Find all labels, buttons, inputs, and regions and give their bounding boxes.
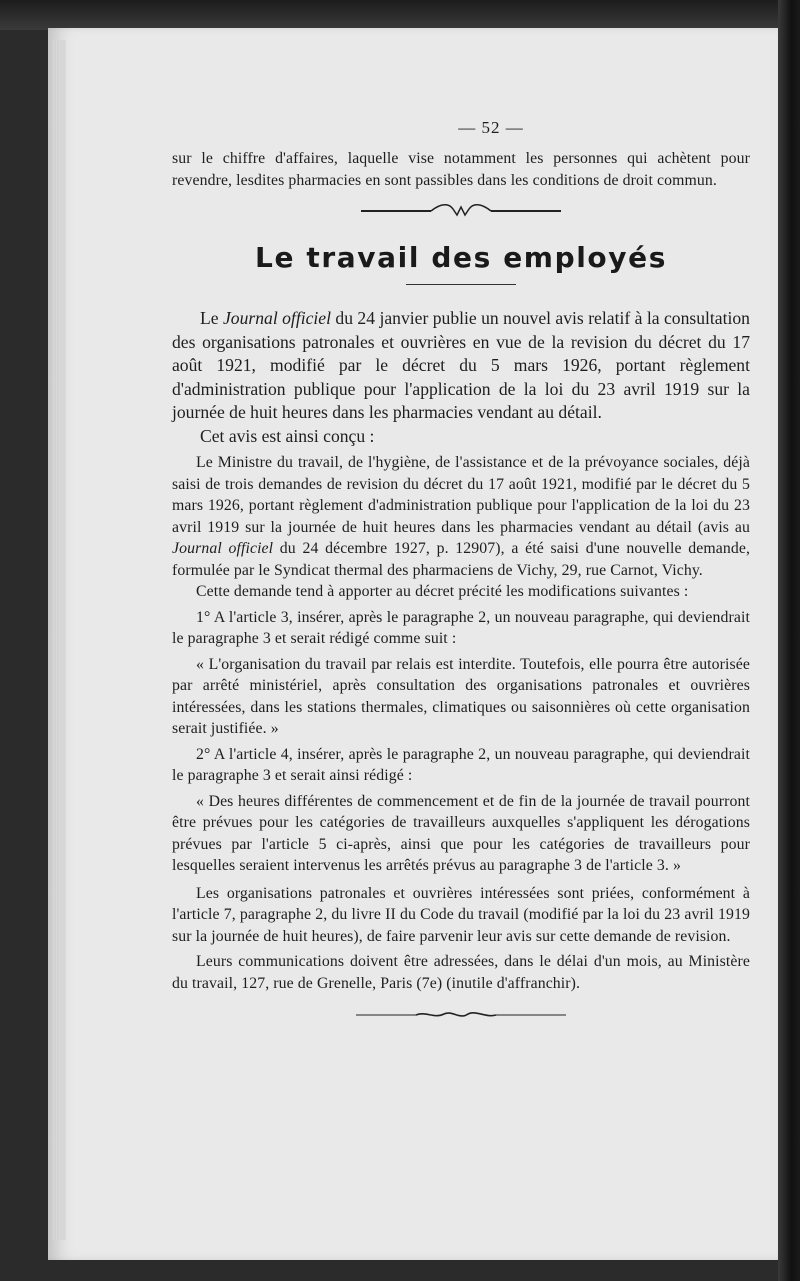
quote-paragraph-3: 1° A l'article 3, insérer, après le paragraphe 2, un nouveau paragraphe, qui deviendrait le paragraphe 3 et serait rédigé comme suit : bbox=[172, 608, 750, 647]
scan-right-edge bbox=[778, 0, 800, 1281]
quote-paragraph-8: Leurs communications doivent être adressées, dans le délai d'un mois, au Ministère du travail, 127, rue de Grenelle, Paris (7e) (inutile d'affranchir). bbox=[172, 953, 750, 992]
quote-paragraph-5: 2° A l'article 4, insérer, après le paragraphe 2, un nouveau paragraphe, qui deviendrait le paragraphe 3 et serait ainsi rédigé : bbox=[172, 745, 750, 784]
page-content bbox=[172, 118, 750, 1022]
quote-paragraph-2: Cette demande tend à apporter au décret précité les modifications suivantes : bbox=[196, 583, 689, 600]
p1-text-after: du 24 janvier publie un nouvel avis relatif à la consultation des organisations patronales et ouvrières en vue de la revision du décret du 17 août 1921, modifié par le décret du 5 mars 1926, portant règlement d'administration publique pour l'application de la loi du 23 avril 1919 sur la journée de huit heures dans les pharmacies vendant au détail. bbox=[172, 308, 750, 422]
article-paragraph-1 bbox=[172, 307, 750, 425]
quote-paragraph-6: « Des heures différentes de commencement et de fin de la journée de travail pourront être prévues pour les catégories de travailleurs auxquelles s'appliquent les dérogations prévues par l'article 5 ci-après, ainsi que pour les catégories de travailleurs pour lesquelles seraient intervenus les arrêtés prévus au paragraphe 3 de l'article 3. » bbox=[172, 792, 750, 874]
article-paragraph-2: Cet avis est ainsi conçu : bbox=[200, 425, 375, 446]
article-title: Le travail des employés bbox=[255, 241, 667, 274]
quote-paragraph-7: Les organisations patronales et ouvrières intéressées sont priées, conformément à l'article 7, paragraphe 2, du livre II du Code du travail (modifié par la loi du 23 avril 1919 sur la journée de huit heures), de faire parvenir leur avis sur cette demande de revision. bbox=[172, 884, 750, 945]
journal-officiel-italic: Journal officiel bbox=[222, 308, 331, 328]
quote-paragraph-1 bbox=[172, 452, 750, 581]
title-underline bbox=[406, 284, 516, 285]
scan-top-edge bbox=[0, 0, 800, 30]
q1-text-before: Le Ministre du travail, de l'hygiène, de l'assistance et de la prévoyance sociales, déjà saisi de trois demandes de revision du décret du 17 août 1921, modifié par le décret du 5 mars 1926, portant règlement d'administration publique pour l'application de la loi du 23 avril 1919 sur la journée de huit heures dans les pharmacies vendant au détail (avis au bbox=[172, 454, 750, 536]
quote-paragraph-4: « L'organisation du travail par relais est interdite. Toutefois, elle pourra être autorisée par arrêté ministériel, après consultation des organisations patronales et ouvrières intéressées, dans les stations thermales, climatiques ou saisonnières où cette organisation serait justifiée. » bbox=[172, 655, 750, 737]
end-ornament bbox=[356, 1008, 566, 1022]
section-divider-ornament bbox=[361, 201, 561, 219]
page-stack-edge bbox=[52, 40, 66, 1240]
q1-text-after: du 24 décembre 1927, p. 12907), a été saisi d'une nouvelle demande, formulée par le Syndicat thermal des pharmaciens de Vichy, 29, rue Carnot, Vichy. bbox=[172, 540, 750, 579]
page-number: — 52 — bbox=[458, 118, 524, 137]
intro-paragraph: sur le chiffre d'affaires, laquelle vise notamment les personnes qui achètent pour revendre, lesdites pharmacies en sont passibles dans les conditions de droit commun. bbox=[172, 150, 750, 189]
journal-officiel-italic-2: Journal officiel bbox=[172, 540, 274, 557]
p1-text-before: Le bbox=[200, 308, 223, 328]
